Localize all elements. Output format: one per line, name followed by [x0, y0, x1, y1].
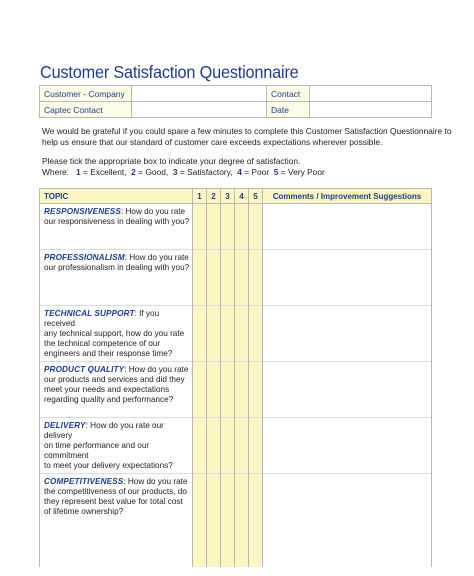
rating-cell[interactable]: [207, 250, 221, 306]
rating-cell[interactable]: [235, 474, 249, 567]
question-text: any technical support, how do you rate: [44, 329, 185, 338]
question-key: TECHNICAL SUPPORT: [44, 309, 135, 318]
questionnaire-table: [39, 188, 432, 567]
rating-cell[interactable]: [235, 418, 249, 474]
rating-cell[interactable]: [207, 306, 221, 362]
customer-company-label: Customer - Company: [40, 86, 132, 102]
info-row-customer: [40, 86, 432, 102]
scale-text: = Excellent,: [82, 167, 127, 177]
rating-cell[interactable]: [193, 306, 207, 362]
intro-line-2: help us ensure that our standard of customer care exceeds expectations wherever possible.: [42, 136, 383, 147]
rating-cell[interactable]: [235, 250, 249, 306]
rating-header: 1: [193, 189, 207, 204]
question-text: the competitiveness of our products, do: [44, 487, 187, 496]
scale-num: 1: [75, 167, 81, 177]
date-field[interactable]: [310, 102, 432, 118]
scale-num: 4: [237, 167, 242, 177]
rating-scale-legend: [42, 167, 325, 177]
question-text: the technical competence of our: [44, 339, 161, 348]
rating-cell[interactable]: [207, 474, 221, 567]
comments-cell[interactable]: [263, 418, 432, 474]
question-key: DELIVERY: [44, 421, 86, 430]
rating-cell[interactable]: [221, 418, 235, 474]
captec-contact-label: Captec Contact: [40, 102, 132, 118]
question-text: of lifetime ownership?: [44, 507, 124, 516]
rating-cell[interactable]: [235, 306, 249, 362]
question-key: COMPETITIVENESS: [44, 477, 124, 486]
table-row: [40, 418, 432, 474]
table-row: [40, 250, 432, 306]
topic-header: TOPIC: [40, 189, 193, 204]
question-delivery: [40, 418, 193, 474]
question-text: : How do you rate our delivery: [44, 421, 164, 440]
rating-cell[interactable]: [249, 474, 263, 567]
question-professionalism: [40, 250, 193, 306]
scale-text: = Satisfactory,: [179, 167, 233, 177]
table-header-row: [40, 189, 432, 204]
question-text: : If you received: [44, 309, 160, 328]
question-text: : How do you rate: [120, 207, 186, 216]
comments-cell[interactable]: [263, 362, 432, 418]
table-row: [40, 204, 432, 250]
question-text: engineers and their response time?: [44, 349, 173, 358]
scale-prefix: Where:: [42, 167, 69, 177]
question-responsiveness: [40, 204, 193, 250]
rating-cell[interactable]: [193, 418, 207, 474]
rating-cell[interactable]: [221, 362, 235, 418]
info-table: [39, 85, 432, 118]
comments-cell[interactable]: [263, 306, 432, 362]
rating-cell[interactable]: [235, 362, 249, 418]
intro-line-1: We would be grateful if you could spare a few minutes to complete this Customer Satisfaction Questionnaire to: [42, 126, 452, 136]
table-row: [40, 306, 432, 362]
question-text: : How do you rate: [124, 253, 189, 262]
page-title: Customer Satisfaction Questionnaire: [40, 62, 299, 82]
rating-cell[interactable]: [235, 204, 249, 250]
comments-header: Comments / Improvement Suggestions: [263, 189, 432, 204]
rating-cell[interactable]: [193, 204, 207, 250]
question-competitiveness: [40, 474, 193, 567]
question-text: our responsiveness in dealing with you?: [44, 217, 190, 226]
scale-num: 5: [273, 167, 279, 177]
rating-cell[interactable]: [207, 362, 221, 418]
question-text: : How do you rate: [123, 477, 188, 486]
instruction-text: Please tick the appropriate box to indicate your degree of satisfaction.: [42, 156, 301, 166]
question-text: regarding quality and performance?: [44, 395, 174, 404]
rating-cell[interactable]: [207, 418, 221, 474]
rating-cell[interactable]: [249, 250, 263, 306]
question-text: our professionalism in dealing with you?: [44, 263, 190, 272]
comments-cell[interactable]: [263, 474, 432, 567]
rating-cell[interactable]: [193, 474, 207, 567]
comments-cell[interactable]: [263, 204, 432, 250]
scale-text: = Very Poor: [280, 167, 325, 177]
rating-cell[interactable]: [221, 474, 235, 567]
rating-cell[interactable]: [193, 250, 207, 306]
rating-cell[interactable]: [221, 250, 235, 306]
captec-contact-field[interactable]: [132, 102, 267, 118]
question-key: PRODUCT QUALITY: [44, 365, 125, 374]
rating-header: 5: [249, 189, 263, 204]
date-label: Date: [267, 102, 310, 118]
rating-header: 3: [221, 189, 235, 204]
scale-text: = Good,: [138, 167, 169, 177]
rating-cell[interactable]: [249, 418, 263, 474]
rating-header: 2: [207, 189, 221, 204]
question-text: they represent best value for total cost: [44, 497, 183, 506]
rating-cell[interactable]: [221, 204, 235, 250]
rating-cell[interactable]: [221, 306, 235, 362]
comments-cell[interactable]: [263, 250, 432, 306]
contact-field[interactable]: [310, 86, 432, 102]
rating-cell[interactable]: [207, 204, 221, 250]
question-text: to meet your delivery expectations?: [44, 461, 173, 470]
info-row-captec: [40, 102, 432, 118]
question-technical-support: [40, 306, 193, 362]
rating-header: 4: [235, 189, 249, 204]
question-text: meet your needs and expectations: [44, 385, 170, 394]
scale-num: 2: [131, 167, 136, 177]
rating-cell[interactable]: [193, 362, 207, 418]
scale-num: 3: [172, 167, 178, 177]
table-row: [40, 362, 432, 418]
question-product-quality: [40, 362, 193, 418]
rating-cell[interactable]: [249, 204, 263, 250]
rating-cell[interactable]: [249, 306, 263, 362]
question-key: PROFESSIONALISM: [44, 253, 125, 262]
question-text: on time performance and our commitment: [44, 441, 150, 460]
table-row: [40, 474, 432, 567]
question-key: RESPONSIVENESS: [44, 207, 121, 216]
scale-text: = Poor: [244, 167, 270, 177]
question-text: our products and services and did they: [44, 375, 185, 384]
customer-company-field[interactable]: [132, 86, 267, 102]
rating-cell[interactable]: [249, 362, 263, 418]
contact-label: Contact: [267, 86, 310, 102]
question-text: : How do you rate: [124, 365, 189, 374]
